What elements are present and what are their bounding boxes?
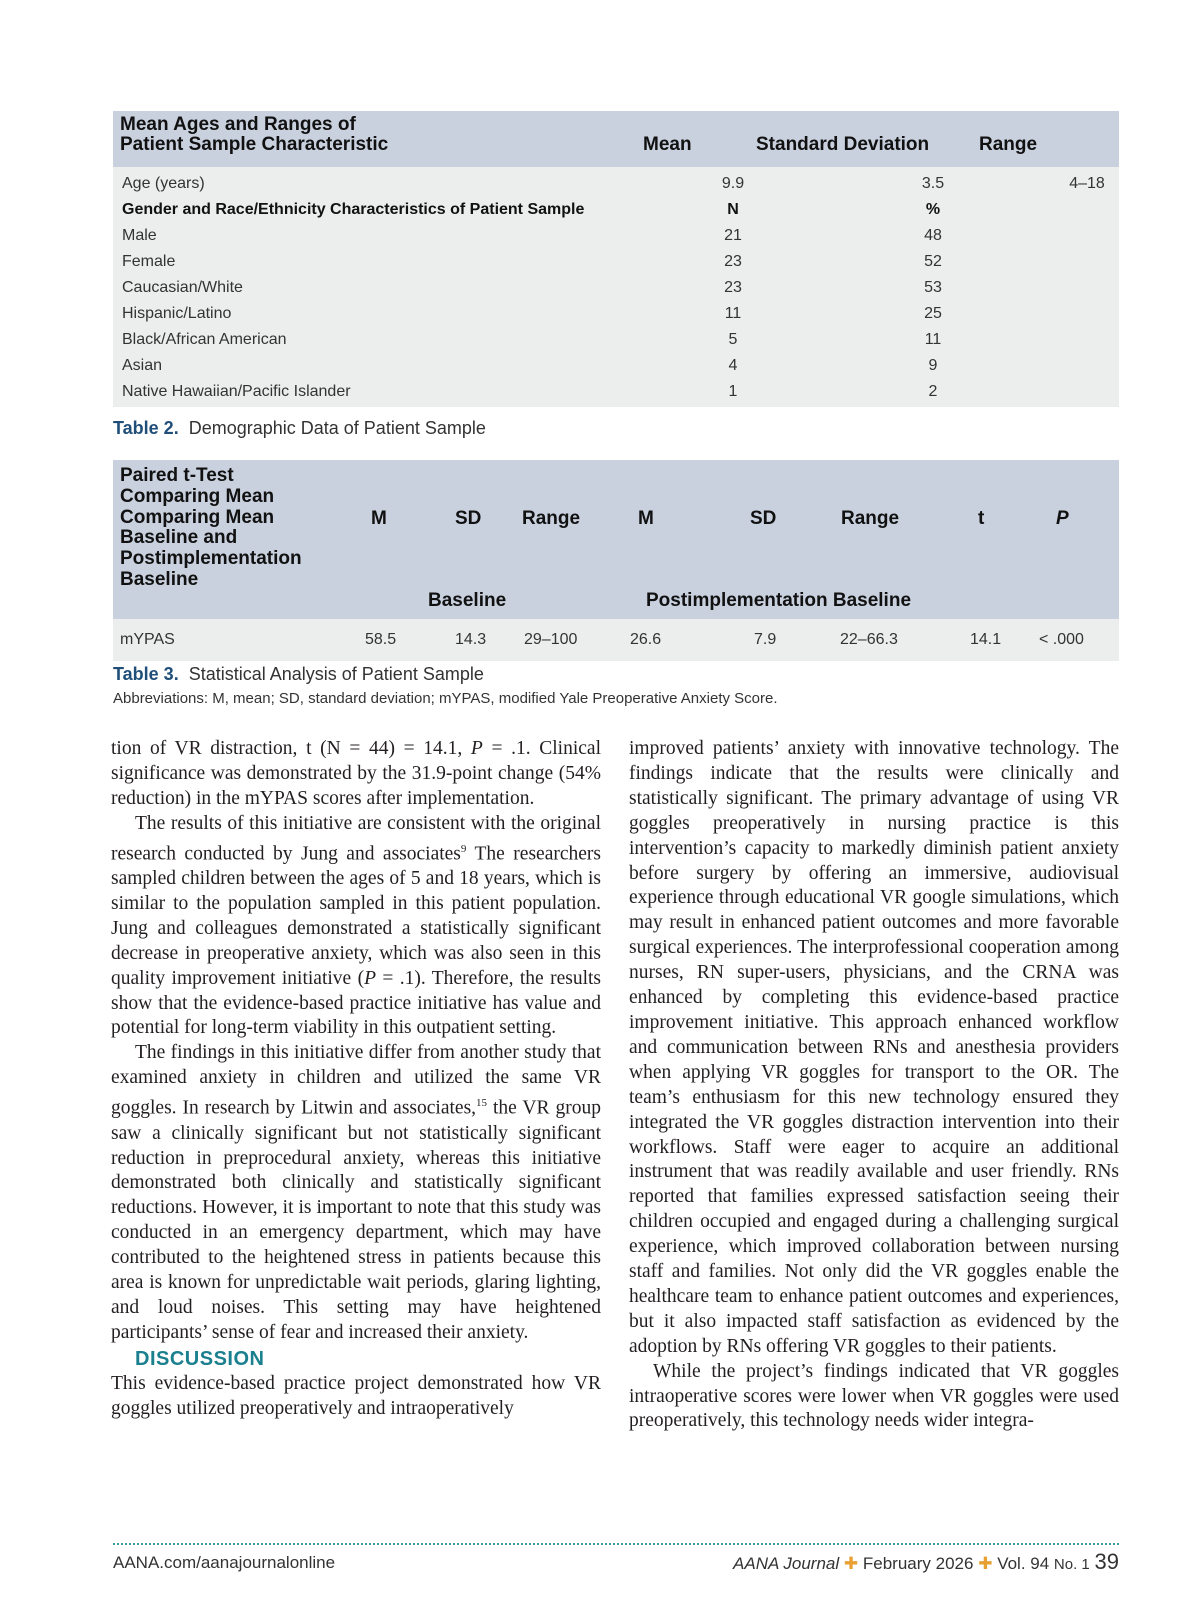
row-m-baseline: 58.5 xyxy=(365,631,397,648)
row-mean: N xyxy=(727,201,739,218)
row-sd: 3.5 xyxy=(921,175,945,192)
row-mean: 23 xyxy=(724,279,742,296)
text: P xyxy=(364,967,376,989)
row-mean: 9.9 xyxy=(721,175,745,192)
table-3-caption xyxy=(113,664,484,685)
volume: Vol. 94 xyxy=(997,1554,1050,1573)
row-label: Hispanic/Latino xyxy=(122,305,232,322)
row-sd: 2 xyxy=(928,383,938,400)
table-row xyxy=(113,379,1119,405)
row-sd: % xyxy=(925,201,941,218)
header-label-line: Baseline xyxy=(120,568,199,590)
header-range: Range xyxy=(979,134,1038,155)
table-row xyxy=(113,275,1119,301)
text: = .1. Clinical significance was demonstrated by the 31.9-point change (54% reduction) in the mYPAS scores after implementation. xyxy=(111,738,601,809)
footer-citation xyxy=(733,1549,1119,1575)
header-label-line: Paired t-Test xyxy=(120,465,234,486)
journal-name: AANA Journal xyxy=(733,1554,840,1573)
paragraph xyxy=(111,737,601,812)
issue-number: No. 1 xyxy=(1053,1556,1090,1573)
table-3-body xyxy=(113,619,1119,661)
discussion-heading: DISCUSSION xyxy=(135,1347,265,1370)
row-mean: 11 xyxy=(724,305,742,322)
header-m-baseline: M xyxy=(371,508,387,529)
header-range-baseline: Range xyxy=(522,508,581,529)
header-t: t xyxy=(978,508,985,529)
row-mean: 23 xyxy=(724,253,742,270)
text: The researchers sampled children between the ages of 5 and 18 years, which is similar to the population sampled in this patient population. Jung and colleagues demonstrated a statistically significant decrease in preoperative anxiety, which was also seen in this quality improvement initiative ( xyxy=(111,843,601,989)
table-row xyxy=(113,327,1119,353)
header-m-post: M xyxy=(638,508,654,529)
table-row xyxy=(113,353,1119,379)
header-group-baseline: Baseline xyxy=(428,590,507,611)
table-row xyxy=(113,171,1119,197)
text: The findings in this initiative differ from another study that examined anxiety in children and utilized the same VR goggles. In research by Litwin and associates, xyxy=(111,1042,601,1119)
table-2-body xyxy=(113,167,1119,407)
header-group-postimplementation: Postimplementation Baseline xyxy=(646,590,912,611)
row-sd-baseline: 14.3 xyxy=(455,631,487,648)
table-row xyxy=(113,249,1119,275)
row-sd: 53 xyxy=(924,279,942,296)
issue-date: February 2026 xyxy=(862,1554,974,1573)
row-mean: 4 xyxy=(728,357,738,374)
left-column xyxy=(111,737,601,1422)
header-label-line: Baseline and xyxy=(120,527,238,549)
table-2-header-label xyxy=(120,115,388,155)
text: P xyxy=(470,738,483,759)
row-m-post: 26.6 xyxy=(630,631,662,648)
row-range: 4–18 xyxy=(1069,175,1105,192)
row-range-post: 22–66.3 xyxy=(840,631,898,648)
row-label: mYPAS xyxy=(120,631,175,648)
table-3 xyxy=(113,460,1119,661)
row-range-baseline: 29–100 xyxy=(524,631,578,648)
plus-icon: ✚ xyxy=(978,1554,993,1573)
row-sd: 52 xyxy=(924,253,942,270)
row-label: Male xyxy=(122,227,157,244)
table-3-header-label xyxy=(120,466,302,591)
table-3-abbreviations: Abbreviations: M, mean; SD, standard deviation; mYPAS, modified Yale Preoperative Anxiety Score. xyxy=(113,690,778,707)
header-range-post: Range xyxy=(841,508,900,529)
header-mean: Mean xyxy=(643,134,692,155)
header-label-line: Patient Sample Characteristic xyxy=(120,134,389,155)
table-2-header xyxy=(113,111,1119,167)
table-row xyxy=(113,301,1119,327)
row-sd-post: 7.9 xyxy=(754,631,777,648)
caption-label: Table 3. xyxy=(113,664,179,684)
paragraph xyxy=(111,812,601,1042)
header-standard-deviation: Standard Deviation xyxy=(756,134,930,155)
reference-link[interactable]: 9 xyxy=(460,842,467,855)
row-label: Gender and Race/Ethnicity Characteristics of Patient Sample xyxy=(122,201,585,218)
table-row xyxy=(113,223,1119,249)
plus-icon: ✚ xyxy=(843,1554,859,1573)
header-label-line: Comparing Mean xyxy=(120,485,275,507)
row-mean: 5 xyxy=(728,331,738,348)
footer-url[interactable]: AANA.com/aanajournalonline xyxy=(113,1553,336,1572)
page-number: 39 xyxy=(1094,1549,1119,1574)
text: The results of this initiative are consistent with the original research conducted by Jung and associates xyxy=(111,812,601,865)
row-mean: 1 xyxy=(728,383,738,400)
row-p: < .000 xyxy=(1039,631,1084,648)
row-sd: 25 xyxy=(924,305,942,322)
row-label: Native Hawaiian/Pacific Islander xyxy=(122,383,351,400)
header-sd-post: SD xyxy=(750,508,777,529)
row-label: Asian xyxy=(122,357,163,374)
paragraph: improved patients’ anxiety with innovative technology. The findings indicate that the results were clinically and statistically significant. The primary advantage of using VR goggles preoperatively in nursing practice is this intervention’s capacity to markedly diminish patient anxiety before surgery by offering an immersive, audiovisual experience through educational VR google simulations, which may result in enhanced patient outcomes and more favorable surgical experiences. The interprofessional cooperation among nurses, RN super-users, physicians, and the CRNA was enhanced by completing this evidence-based practice improvement initiative. This approach enhanced workflow and communication between RNs and anesthesia providers when applying VR goggles for transport to the OR. The team’s enthusiasm for this new technology ensured they integrated the VR goggles distraction intervention into their workflows. Staff were eager to acquire an additional instrument that was readily available and user friendly. RNs reported that families expressed satisfaction seeing their children occupied and engaged during a challenging surgical experience, which improved collaboration between nursing staff and families. Not only did the VR goggles enable the healthcare team to enhance patient outcomes and experiences, but it also impacted staff satisfaction as evidenced by the adoption by RNs offering VR goggles to their patients. xyxy=(629,738,1119,1357)
header-label-line: Postimplementation xyxy=(120,548,302,570)
right-column xyxy=(629,737,1119,1434)
text: the VR group saw a clinically significant but not statistically significant reduction in preprocedural anxiety, whereas this initiative demonstrated both clinically and statistically significant reductions. However, it is important to note that this study was conducted in an emergency department, which may have contributed to the heightened stress in patients because this area is known for unpredictable wait periods, glaring lighting, and loud noises. This setting may have heightened participants’ sense of fear and increased their anxiety. xyxy=(111,1097,601,1343)
reference-link[interactable]: 15 xyxy=(476,1097,488,1110)
footer-divider xyxy=(113,1543,1119,1545)
paragraph: This evidence-based practice project demonstrated how VR goggles utilized preoperatively and intraoperatively xyxy=(111,1372,601,1419)
header-label-line: Comparing Mean xyxy=(120,506,275,528)
table-2 xyxy=(113,111,1119,407)
caption-text: Demographic Data of Patient Sample xyxy=(188,418,486,438)
row-sd: 48 xyxy=(924,227,942,244)
table-3-header xyxy=(113,460,1119,619)
row-sd: 9 xyxy=(928,357,938,374)
text: tion of VR distraction, t (N = 44) = 14.1, xyxy=(111,738,471,759)
header-label-line: Mean Ages and Ranges of xyxy=(120,114,356,135)
caption-text: Statistical Analysis of Patient Sample xyxy=(188,664,484,684)
row-mean: 21 xyxy=(724,227,742,244)
row-sd: 11 xyxy=(924,331,942,348)
row-label: Age (years) xyxy=(122,175,205,192)
paragraph: While the project’s findings indicated that VR goggles intraoperative scores were lower when VR goggles were used preoperatively, this technology needs wider integra- xyxy=(629,1360,1119,1432)
caption-label: Table 2. xyxy=(113,418,179,438)
row-label: Caucasian/White xyxy=(122,279,243,296)
row-label: Black/African American xyxy=(122,331,287,348)
table-row xyxy=(113,197,1119,223)
row-label: Female xyxy=(122,253,176,270)
paragraph xyxy=(111,1041,601,1345)
header-p: P xyxy=(1056,508,1069,529)
text: = .1). Therefore, the results show that the evidence-based practice initiative has value and potential for long-term viability in this outpatient setting. xyxy=(111,967,601,1039)
row-t: 14.1 xyxy=(970,631,1002,648)
table-2-caption xyxy=(113,418,486,439)
header-sd-baseline: SD xyxy=(455,508,482,529)
